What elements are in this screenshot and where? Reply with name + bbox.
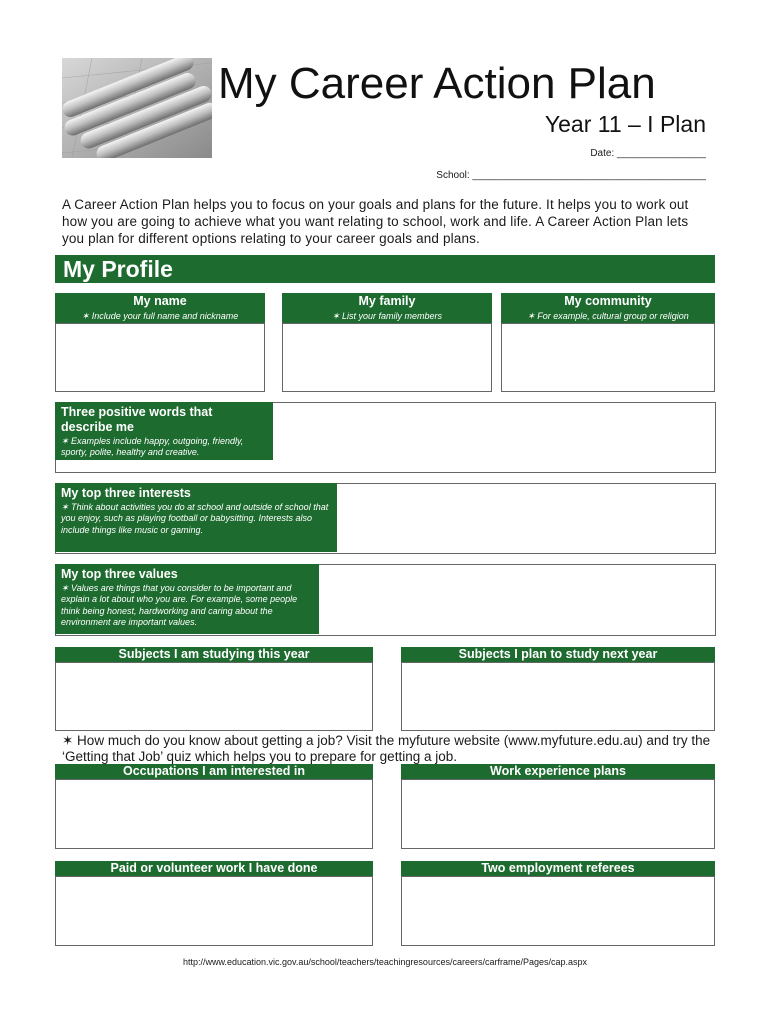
referees-input[interactable] — [401, 876, 715, 946]
work-experience-title: Work experience plans — [401, 764, 715, 779]
interests-hint: ✶ Think about activities you do at school and outside of school that you enjoy, such as playing football or babysitting. Interests also include things like music or gaming. — [61, 502, 329, 535]
subjects-current-title: Subjects I am studying this year — [55, 647, 373, 662]
my-community-input[interactable] — [501, 323, 715, 392]
positive-words-hint: ✶ Examples include happy, outgoing, friendly, sporty, polite, healthy and creative. — [61, 436, 244, 458]
values-title: My top three values — [61, 567, 178, 581]
page-subtitle: Year 11 – I Plan — [544, 111, 706, 137]
my-name-hint: ✶ Include your full name and nickname — [55, 310, 265, 323]
values-hint: ✶ Values are things that you consider to be important and explain a lot about who you are. For example, some people think being honest, hardworking and caring about the environment are important values. — [61, 583, 298, 627]
subjects-current-card — [55, 647, 373, 731]
values-label — [55, 564, 319, 634]
paid-work-title: Paid or volunteer work I have done — [55, 861, 373, 876]
my-family-title: My family — [282, 293, 492, 310]
paid-work-card — [55, 861, 373, 946]
occupations-input[interactable] — [55, 779, 373, 849]
school-field[interactable]: School: __________________________________________ — [436, 170, 706, 181]
interests-label — [55, 483, 337, 552]
my-community-card — [501, 293, 715, 392]
date-field[interactable]: Date: ________________ — [590, 148, 706, 159]
header-photo — [62, 58, 212, 158]
interests-title: My top three interests — [61, 486, 191, 500]
job-quiz-note: ✶ How much do you know about getting a job? Visit the myfuture website (www.myfuture.edu.au) and try the ‘Getting that Job’ quiz which helps you to prepare for getting a job. — [62, 733, 711, 764]
my-name-title: My name — [55, 293, 265, 310]
my-community-title: My community — [501, 293, 715, 310]
referees-title: Two employment referees — [401, 861, 715, 876]
profile-section-heading — [55, 255, 715, 283]
my-name-input[interactable] — [55, 323, 265, 392]
subjects-current-input[interactable] — [55, 662, 373, 731]
my-name-card — [55, 293, 265, 392]
work-experience-input[interactable] — [401, 779, 715, 849]
subjects-next-title: Subjects I plan to study next year — [401, 647, 715, 662]
footer-url[interactable]: http://www.education.vic.gov.au/school/teachers/teachingresources/careers/carframe/Pages/cap.aspx — [182, 957, 588, 967]
occupations-card — [55, 764, 373, 849]
my-family-hint: ✶ List your family members — [282, 310, 492, 323]
work-experience-card — [401, 764, 715, 849]
occupations-title: Occupations I am interested in — [55, 764, 373, 779]
intro-paragraph: A Career Action Plan helps you to focus on your goals and plans for the future. It helps you to work out how you are going to achieve what you want relating to school, work and life. A Career Action Plan lets you plan for different options relating to your career goals and plans. — [62, 197, 689, 246]
my-family-card — [282, 293, 492, 392]
profile-heading-text: My Profile — [63, 256, 173, 282]
subjects-next-card — [401, 647, 715, 731]
positive-words-title: Three positive words that describe me — [61, 405, 213, 434]
my-community-hint: ✶ For example, cultural group or religion — [501, 310, 715, 323]
paid-work-input[interactable] — [55, 876, 373, 946]
page-title: My Career Action Plan — [218, 59, 656, 108]
referees-card — [401, 861, 715, 946]
positive-words-label — [55, 402, 273, 460]
my-family-input[interactable] — [282, 323, 492, 392]
subjects-next-input[interactable] — [401, 662, 715, 731]
